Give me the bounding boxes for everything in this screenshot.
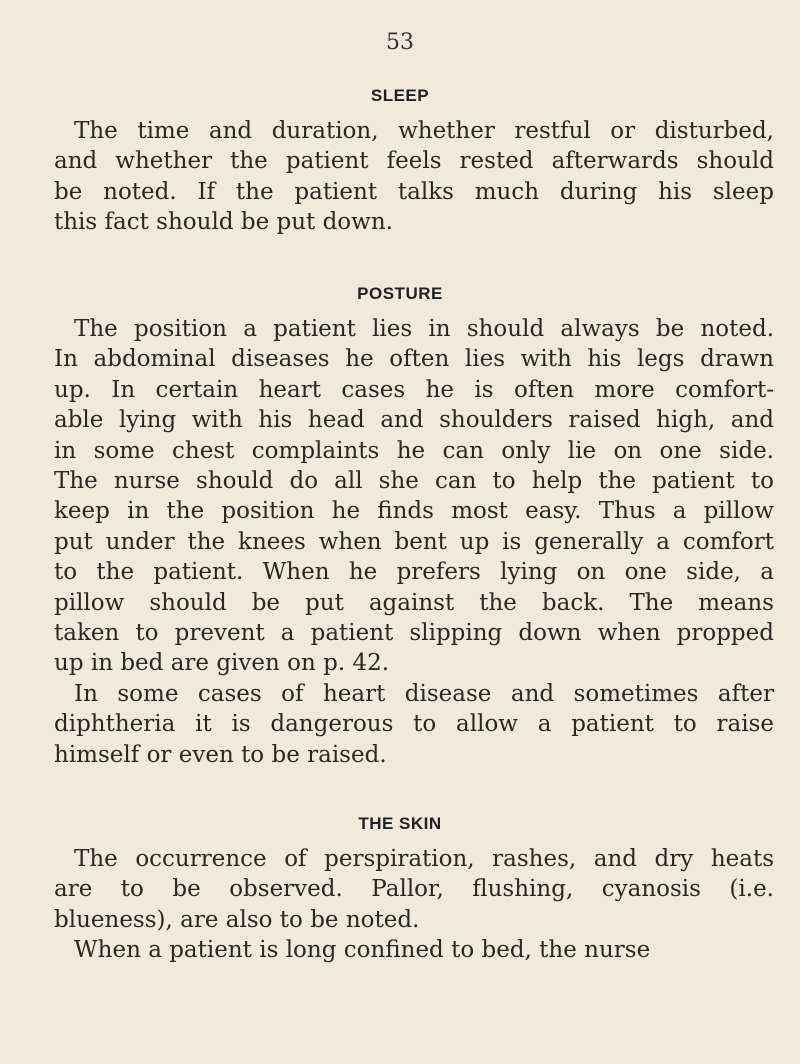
text-line: When a patient is long confined to bed, the nurse xyxy=(74,937,651,963)
text-line: in some chest complaints he can only lie on one side. xyxy=(54,437,774,464)
text-line: taken to prevent a patient slipping down when propped xyxy=(54,620,774,647)
page-number: 53 xyxy=(386,30,414,55)
paragraph-posture-2 xyxy=(54,679,774,770)
heading-posture: POSTURE xyxy=(357,284,443,303)
paragraph-skin-1 xyxy=(54,844,774,935)
paragraph-sleep xyxy=(54,116,774,238)
text-line: up in bed are given on p. 42. xyxy=(54,650,390,677)
text-line: himself or even to be raised. xyxy=(54,741,387,768)
text-line: keep in the position he finds most easy. Thus a pillow xyxy=(54,498,774,525)
text-line: up. In certain heart cases he is often more comfort- xyxy=(54,376,774,403)
text-line: and whether the patient feels rested afterwards should xyxy=(54,148,774,175)
text-line: this fact should be put down. xyxy=(54,209,393,236)
text-line: The occurrence of perspiration, rashes, and dry heats xyxy=(74,846,774,872)
text-line: are to be observed. Pallor, flushing, cyanosis (i.e. xyxy=(54,876,774,903)
text-line: able lying with his head and shoulders raised high, and xyxy=(54,407,774,434)
text-line: diphtheria it is dangerous to allow a patient to raise xyxy=(54,711,774,738)
heading-sleep: SLEEP xyxy=(370,86,430,105)
paragraph-posture-1 xyxy=(54,314,774,679)
text-line: The time and duration, whether restful or disturbed, xyxy=(74,118,774,144)
text-line: pillow should be put against the back. The means xyxy=(54,589,774,616)
text-line: The position a patient lies in should always be noted. xyxy=(74,316,774,342)
text-line: In abdominal diseases he often lies with his legs drawn xyxy=(54,346,774,373)
text-line: In some cases of heart disease and sometimes after xyxy=(74,681,774,707)
paragraph-skin-2 xyxy=(54,935,774,965)
text-line: be noted. If the patient talks much during his sleep xyxy=(54,178,774,205)
text-line: blueness), are also to be noted. xyxy=(54,906,420,933)
text-line: The nurse should do all she can to help the patient to xyxy=(54,468,774,495)
heading-the-skin: THE SKIN xyxy=(358,814,442,833)
text-line: to the patient. When he prefers lying on one side, a xyxy=(54,559,774,586)
text-line: put under the knees when bent up is generally a comfort xyxy=(54,528,774,555)
